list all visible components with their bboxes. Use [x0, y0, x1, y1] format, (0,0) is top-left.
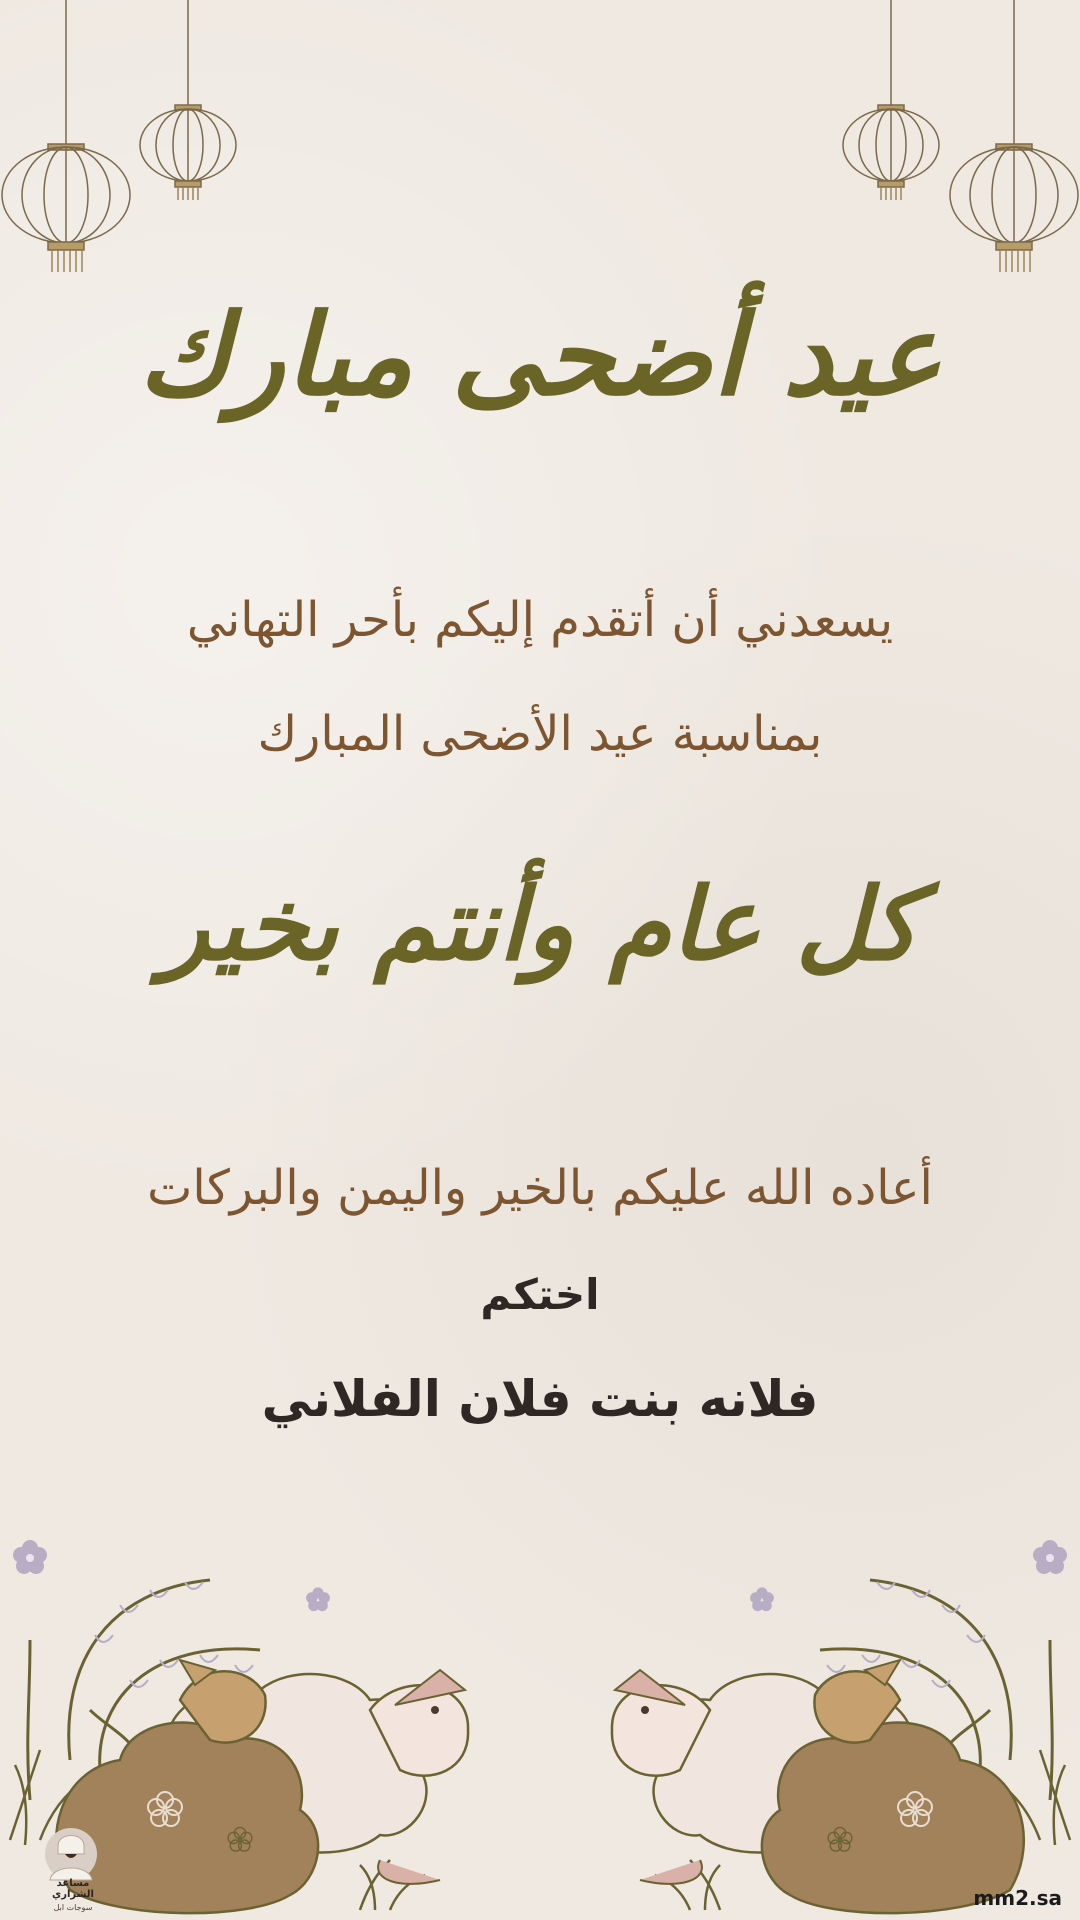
lantern-icon: [950, 0, 1078, 272]
flower-icon: [1033, 1540, 1067, 1574]
lantern-icon: [2, 0, 130, 272]
blessing-line: أعاده الله عليكم بالخير واليمن والبركات: [147, 1160, 933, 1216]
right-scene: [612, 1540, 1070, 1913]
wish-calligraphy: كل عام وأنتم بخير: [160, 865, 920, 983]
flower-icon: [13, 1540, 47, 1574]
badge-subtitle: سوجات ابل: [53, 1903, 93, 1912]
flower-icon: [306, 1587, 330, 1611]
sender-name: فلانه بنت فلان الفلاني: [261, 1370, 819, 1428]
lantern-icon: [140, 0, 236, 200]
flower-icon: [750, 1587, 774, 1611]
lanterns-top: [0, 0, 1080, 290]
badge-name: مساعد الشراري: [52, 1878, 94, 1900]
from-label: اختكم: [480, 1270, 600, 1319]
lantern-icon: [843, 0, 939, 200]
greeting-line-2: بمناسبة عيد الأضحى المبارك: [257, 706, 823, 762]
site-watermark: mm2.sa: [973, 1886, 1062, 1910]
bottom-illustration: [0, 1440, 1080, 1920]
greeting-line-1: يسعدني أن أتقدم إليكم بأحر التهاني: [186, 592, 894, 648]
card-title: عيد أضحى مبارك: [138, 290, 942, 421]
